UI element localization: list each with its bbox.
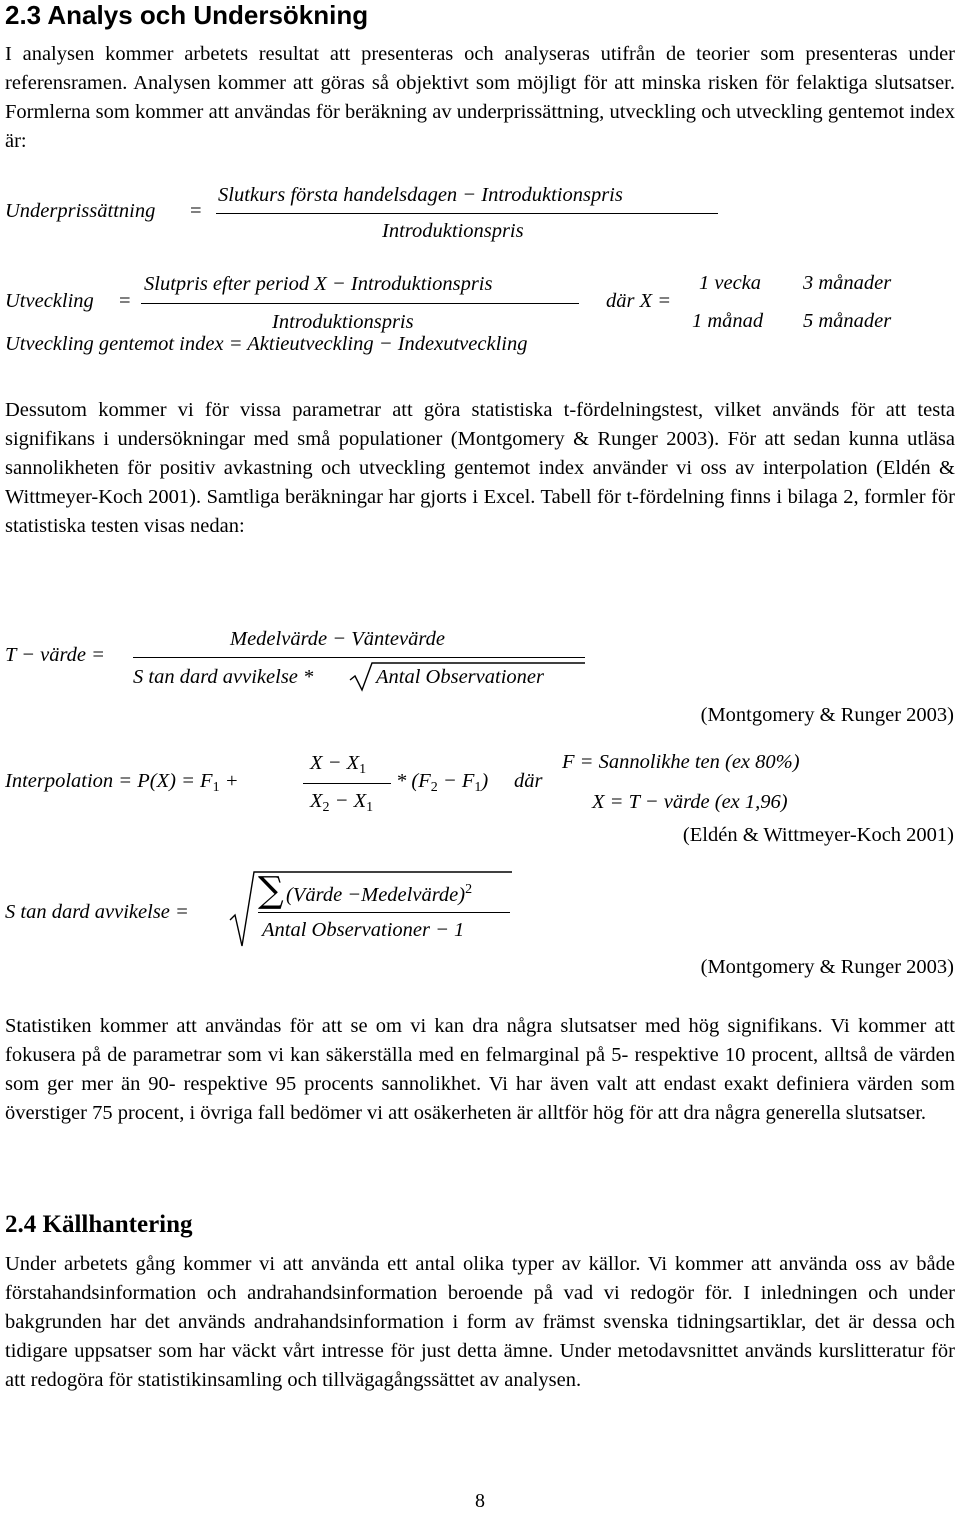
tvalue-citation: (Montgomery & Runger 2003) <box>700 704 954 726</box>
stddev-sum-icon: ∑ <box>258 870 284 911</box>
formula-utveckling-opt-3-manader: 3 månader <box>803 272 892 294</box>
formula-utveckling-eq: = <box>119 290 131 312</box>
formula-utveckling-opt-1-manad: 1 månad <box>692 310 764 332</box>
interp-denominator: $X_2 - X_1$ <box>310 790 374 815</box>
formula-utveckling-dar: där X = <box>606 290 672 312</box>
formula-utveckling-opt-1-vecka: 1 vecka <box>699 272 762 294</box>
stddev-lhs: S tan dard avvikelse = <box>5 901 189 923</box>
formula-underpris-eq: = <box>190 200 202 222</box>
formula-utveckling-lhs: Utveckling <box>5 290 94 312</box>
interp-def-x: X = T − värde (ex 1,96) <box>592 791 788 813</box>
statistics-paragraph: Dessutom kommer vi för vissa parametrar att göra statistiska t-fördelningstest, vilket används för att testa signifikans i undersökningar med små populationer (Montgomery & Runger 2003). För att sedan kunna utläsa sannolikheten för positiv avkastning och utveckling gentemot index använder vi oss av interpolation (Eldén & Wittmeyer-Koch 2001). Samtliga beräkningar har gjorts i Excel. Tabell för t-fördelning finns i bilaga 2, formler för statistiska testen visas nedan: <box>5 399 955 537</box>
intro-paragraph: I analysen kommer arbetets resultat att presenteras och analyseras utifrån de teorier som presenteras under referensramen. Analysen kommer att göras så objektivt som möjligt för att minska risken för felaktiga slutsatser. Formlerna som kommer att användas för beräkning av underprissättning, utveckling och utveckling gentemot index är: <box>5 43 955 152</box>
interp-lhs: Interpolation = $P(X) = F_1$ + <box>5 770 239 795</box>
kallhantering-paragraph: Under arbetets gång kommer vi att använda ett antal olika typer av källor. Vi kommer att använda oss av både förstahandsinformation och andrahandsinformation beroende på vad vi redogör för. I inledningen och under bakgrunden har det används andrahandsinformation i form av främst svenska tidningsartiklar, det är dessa och tidigare uppsatser som har väckt vårt intresse för just detta ämne. Under metodavsnittet används kurslitteratur för att redogöra för statistikinsamling och tillvägagångssättet av analysen. <box>5 1253 955 1391</box>
interp-numerator: $X - X_1$ <box>310 752 367 777</box>
formula-underpris-numerator: Slutkurs första handelsdagen − Introduktionspris <box>218 184 623 206</box>
tvalue-fraction-bar <box>133 657 585 658</box>
interp-dar: där <box>514 770 543 792</box>
formula-underpris-denominator: Introduktionspris <box>382 220 524 242</box>
formula-utveckling-numerator: Slutpris efter period X − Introduktionspris <box>144 273 493 295</box>
formula-utveckling-index: Utveckling gentemot index = Aktieutveckling − Indexutveckling <box>5 333 528 355</box>
formula-utveckling-fraction-bar <box>141 303 579 304</box>
interp-citation: (Eldén & Wittmeyer-Koch 2001) <box>682 824 954 846</box>
tvalue-numerator: Medelvärde − Väntevärde <box>230 628 445 650</box>
stddev-denominator: Antal Observationer − 1 <box>262 919 465 941</box>
formula-underpris-lhs: Underprissättning <box>5 200 156 222</box>
stddev-fraction-bar <box>258 912 510 913</box>
interp-multiplier: * $(F_2 - F_1)$ <box>396 770 489 795</box>
interp-def-f: F = Sannolikhe ten (ex 80%) <box>562 751 800 773</box>
interp-fraction-bar <box>303 783 391 784</box>
page-number: 8 <box>475 1490 485 1512</box>
conclusion-paragraph: Statistiken kommer att användas för att se om vi kan dra några slutsatser med hög signifikans. Vi kommer att fokusera på de parametrar som vi kan säkerställa med en felmarginal på 5- respektive 10 procent, alltså de värden som ger mer än 90- respektive 95 procents sannolikhet. Vi har även valt att endast exakt definiera värden som överstiger 75 procent, i övriga fall bedömer vi att osäkerheten är alltför hög för att dra några generella slutsatser. <box>5 1015 955 1124</box>
tvalue-lhs: T − värde = <box>5 644 105 666</box>
section-heading-analys: 2.3 Analys och Undersökning <box>5 0 369 30</box>
tvalue-denominator-root: Antal Observationer <box>376 666 544 688</box>
stddev-numerator: (Värde −Medelvärde)$^2$ <box>286 882 473 906</box>
section-heading-kallhantering: 2.4 Källhantering <box>5 1211 193 1238</box>
formula-utveckling-denominator: Introduktionspris <box>272 311 414 333</box>
tvalue-denominator-left: S tan dard avvikelse * <box>133 666 314 688</box>
stddev-citation: (Montgomery & Runger 2003) <box>700 956 954 978</box>
formula-underpris-fraction-bar <box>216 213 718 214</box>
formula-utveckling-opt-5-manader: 5 månader <box>803 310 892 332</box>
